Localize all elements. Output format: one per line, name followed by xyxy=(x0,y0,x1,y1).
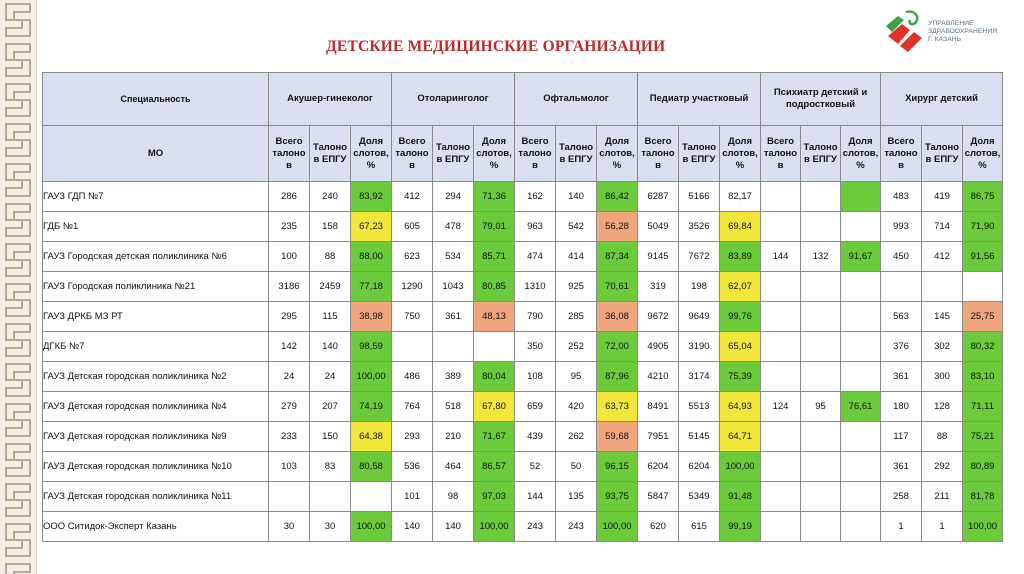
count-cell: 83 xyxy=(310,452,351,482)
count-cell: 350 xyxy=(515,332,556,362)
share-cell xyxy=(841,332,881,362)
count-cell: 292 xyxy=(922,452,963,482)
count-cell: 486 xyxy=(392,362,433,392)
count-cell xyxy=(761,302,801,332)
share-cell: 100,00 xyxy=(351,362,392,392)
count-cell: 623 xyxy=(392,242,433,272)
organization-name: ДГКБ №7 xyxy=(43,332,269,362)
organization-name: ГАУЗ ДРКБ МЗ РТ xyxy=(43,302,269,332)
department-logo xyxy=(880,6,1020,62)
count-cell: 135 xyxy=(556,482,597,512)
organization-name: ГАУЗ Детская городская поликлиника №2 xyxy=(43,362,269,392)
count-cell: 24 xyxy=(310,362,351,392)
count-cell: 300 xyxy=(922,362,963,392)
decorative-border xyxy=(0,0,37,574)
count-cell: 518 xyxy=(433,392,474,422)
count-cell: 925 xyxy=(556,272,597,302)
count-cell: 620 xyxy=(638,512,679,542)
share-cell: 86,42 xyxy=(597,182,638,212)
share-cell: 88,00 xyxy=(351,242,392,272)
count-cell: 376 xyxy=(881,332,922,362)
count-cell: 9145 xyxy=(638,242,679,272)
share-cell: 64,38 xyxy=(351,422,392,452)
count-cell xyxy=(433,332,474,362)
share-cell: 85,71 xyxy=(474,242,515,272)
share-cell: 80,32 xyxy=(963,332,1003,362)
count-cell: 3526 xyxy=(679,212,720,242)
organization-name: ГАУЗ Детская городская поликлиника №11 xyxy=(43,482,269,512)
count-cell xyxy=(801,422,841,452)
share-cell: 100,00 xyxy=(963,512,1003,542)
share-cell xyxy=(841,212,881,242)
count-cell: 5847 xyxy=(638,482,679,512)
organization-name: ГАУЗ Детская городская поликлиника №4 xyxy=(43,392,269,422)
share-cell: 64,71 xyxy=(720,422,761,452)
count-cell: 180 xyxy=(881,392,922,422)
table-row xyxy=(43,362,1003,392)
count-cell: 361 xyxy=(881,362,922,392)
count-cell: 536 xyxy=(392,452,433,482)
count-cell xyxy=(801,272,841,302)
count-cell: 750 xyxy=(392,302,433,332)
count-cell: 8491 xyxy=(638,392,679,422)
count-cell: 252 xyxy=(556,332,597,362)
count-cell: 3186 xyxy=(269,272,310,302)
subcolumn-header: Всего талоно в xyxy=(392,126,433,182)
count-cell: 262 xyxy=(556,422,597,452)
count-cell: 24 xyxy=(269,362,310,392)
count-cell: 474 xyxy=(515,242,556,272)
subcolumn-header: Талоно в ЕПГУ xyxy=(310,126,351,182)
count-cell xyxy=(801,212,841,242)
group-header: Отоларинголог xyxy=(392,73,515,126)
count-cell: 993 xyxy=(881,212,922,242)
share-cell: 93,75 xyxy=(597,482,638,512)
share-cell: 87,34 xyxy=(597,242,638,272)
count-cell: 412 xyxy=(392,182,433,212)
share-cell: 99,19 xyxy=(720,512,761,542)
count-cell: 414 xyxy=(556,242,597,272)
count-cell: 128 xyxy=(922,392,963,422)
count-cell: 144 xyxy=(761,242,801,272)
specialty-header: Специальность xyxy=(43,73,269,126)
share-cell: 65,04 xyxy=(720,332,761,362)
share-cell xyxy=(841,422,881,452)
count-cell: 30 xyxy=(269,512,310,542)
count-cell: 464 xyxy=(433,452,474,482)
count-cell: 243 xyxy=(556,512,597,542)
subcolumn-header: Доля слотов, % xyxy=(720,126,761,182)
count-cell: 210 xyxy=(433,422,474,452)
share-cell: 97,03 xyxy=(474,482,515,512)
count-cell: 150 xyxy=(310,422,351,452)
share-cell: 91,56 xyxy=(963,242,1003,272)
count-cell xyxy=(761,332,801,362)
count-cell: 103 xyxy=(269,452,310,482)
organization-name: ООО Ситидок-Эксперт Казань xyxy=(43,512,269,542)
subcolumn-header: Талоно в ЕПГУ xyxy=(556,126,597,182)
subcolumn-header: Талоно в ЕПГУ xyxy=(433,126,474,182)
share-cell: 67,80 xyxy=(474,392,515,422)
share-cell: 83,92 xyxy=(351,182,392,212)
organization-name: ГДБ №1 xyxy=(43,212,269,242)
count-cell xyxy=(922,272,963,302)
count-cell: 142 xyxy=(269,332,310,362)
subcolumn-header: Талоно в ЕПГУ xyxy=(679,126,720,182)
share-cell: 36,08 xyxy=(597,302,638,332)
share-cell: 86,75 xyxy=(963,182,1003,212)
table-row xyxy=(43,422,1003,452)
count-cell xyxy=(761,512,801,542)
count-cell: 140 xyxy=(556,182,597,212)
count-cell: 295 xyxy=(269,302,310,332)
share-cell: 79,01 xyxy=(474,212,515,242)
count-cell: 98 xyxy=(433,482,474,512)
count-cell: 52 xyxy=(515,452,556,482)
organization-name: ГАУЗ Городская поликлиника №21 xyxy=(43,272,269,302)
count-cell: 211 xyxy=(922,482,963,512)
count-cell: 764 xyxy=(392,392,433,422)
share-cell: 86,57 xyxy=(474,452,515,482)
count-cell: 235 xyxy=(269,212,310,242)
count-cell xyxy=(761,182,801,212)
count-cell: 7672 xyxy=(679,242,720,272)
page-title: ДЕТСКИЕ МЕДИЦИНСКИЕ ОРГАНИЗАЦИИ xyxy=(326,38,666,55)
share-cell: 99,76 xyxy=(720,302,761,332)
count-cell: 5513 xyxy=(679,392,720,422)
count-cell: 233 xyxy=(269,422,310,452)
subcolumn-header: Всего талоно в xyxy=(515,126,556,182)
share-cell: 56,28 xyxy=(597,212,638,242)
group-header: Хирург детский xyxy=(881,73,1003,126)
count-cell: 4210 xyxy=(638,362,679,392)
share-cell xyxy=(841,302,881,332)
count-cell: 140 xyxy=(392,512,433,542)
share-cell: 100,00 xyxy=(351,512,392,542)
count-cell: 534 xyxy=(433,242,474,272)
share-cell: 100,00 xyxy=(474,512,515,542)
share-cell: 71,11 xyxy=(963,392,1003,422)
share-cell: 82,17 xyxy=(720,182,761,212)
count-cell: 420 xyxy=(556,392,597,422)
subcolumn-header: Доля слотов, % xyxy=(963,126,1003,182)
count-cell: 5166 xyxy=(679,182,720,212)
share-cell xyxy=(841,512,881,542)
count-cell: 9649 xyxy=(679,302,720,332)
share-cell: 80,04 xyxy=(474,362,515,392)
count-cell: 279 xyxy=(269,392,310,422)
subcolumn-header: Доля слотов, % xyxy=(474,126,515,182)
count-cell: 478 xyxy=(433,212,474,242)
share-cell: 64,93 xyxy=(720,392,761,422)
logo-line-2: ЗДРАВООХРАНЕНИЯ xyxy=(928,28,998,35)
count-cell: 361 xyxy=(881,452,922,482)
count-cell: 2459 xyxy=(310,272,351,302)
organization-name: ГАУЗ Городская детская поликлиника №6 xyxy=(43,242,269,272)
share-cell: 69,84 xyxy=(720,212,761,242)
count-cell: 162 xyxy=(515,182,556,212)
count-cell: 5145 xyxy=(679,422,720,452)
count-cell: 293 xyxy=(392,422,433,452)
share-cell: 59,68 xyxy=(597,422,638,452)
count-cell: 5049 xyxy=(638,212,679,242)
organization-name: ГАУЗ Детская городская поликлиника №10 xyxy=(43,452,269,482)
count-cell: 1310 xyxy=(515,272,556,302)
count-cell: 483 xyxy=(881,182,922,212)
count-cell: 319 xyxy=(638,272,679,302)
organization-name: ГАУЗ ГДП №7 xyxy=(43,182,269,212)
count-cell xyxy=(801,482,841,512)
count-cell xyxy=(801,362,841,392)
count-cell: 542 xyxy=(556,212,597,242)
share-cell: 48,13 xyxy=(474,302,515,332)
count-cell: 361 xyxy=(433,302,474,332)
share-cell: 83,10 xyxy=(963,362,1003,392)
count-cell xyxy=(761,482,801,512)
share-cell: 98,59 xyxy=(351,332,392,362)
count-cell: 207 xyxy=(310,392,351,422)
table-row xyxy=(43,332,1003,362)
count-cell: 117 xyxy=(881,422,922,452)
count-cell xyxy=(761,272,801,302)
count-cell xyxy=(801,302,841,332)
table-row xyxy=(43,182,1003,212)
share-cell: 81,78 xyxy=(963,482,1003,512)
share-cell: 83,89 xyxy=(720,242,761,272)
count-cell: 132 xyxy=(801,242,841,272)
count-cell xyxy=(761,452,801,482)
share-cell xyxy=(841,452,881,482)
count-cell: 124 xyxy=(761,392,801,422)
count-cell xyxy=(310,482,351,512)
subcolumn-header: Всего талоно в xyxy=(761,126,801,182)
share-cell xyxy=(841,182,881,212)
table-row xyxy=(43,212,1003,242)
count-cell: 50 xyxy=(556,452,597,482)
count-cell: 258 xyxy=(881,482,922,512)
share-cell: 38,98 xyxy=(351,302,392,332)
share-cell: 63,73 xyxy=(597,392,638,422)
count-cell: 5349 xyxy=(679,482,720,512)
count-cell: 3190 xyxy=(679,332,720,362)
share-cell: 75,21 xyxy=(963,422,1003,452)
count-cell: 439 xyxy=(515,422,556,452)
count-cell: 108 xyxy=(515,362,556,392)
count-cell: 198 xyxy=(679,272,720,302)
count-cell xyxy=(269,482,310,512)
share-cell: 96,15 xyxy=(597,452,638,482)
share-cell xyxy=(351,482,392,512)
count-cell: 1043 xyxy=(433,272,474,302)
share-cell: 71,67 xyxy=(474,422,515,452)
share-cell: 76,61 xyxy=(841,392,881,422)
count-cell: 88 xyxy=(922,422,963,452)
share-cell: 71,36 xyxy=(474,182,515,212)
share-cell: 25,75 xyxy=(963,302,1003,332)
count-cell: 1 xyxy=(922,512,963,542)
count-cell: 790 xyxy=(515,302,556,332)
count-cell: 286 xyxy=(269,182,310,212)
subcolumn-header: Всего талоно в xyxy=(638,126,679,182)
count-cell: 294 xyxy=(433,182,474,212)
slots-table xyxy=(42,72,1003,542)
share-cell: 91,48 xyxy=(720,482,761,512)
mo-header: МО xyxy=(43,126,269,182)
count-cell: 302 xyxy=(922,332,963,362)
count-cell xyxy=(801,452,841,482)
count-cell: 6204 xyxy=(638,452,679,482)
count-cell xyxy=(801,182,841,212)
count-cell: 4905 xyxy=(638,332,679,362)
share-cell: 67,23 xyxy=(351,212,392,242)
subcolumn-header: Доля слотов, % xyxy=(597,126,638,182)
count-cell xyxy=(881,272,922,302)
count-cell: 659 xyxy=(515,392,556,422)
share-cell xyxy=(841,362,881,392)
count-cell: 145 xyxy=(922,302,963,332)
table-row xyxy=(43,452,1003,482)
logo-line-3: Г. КАЗАНЬ xyxy=(928,36,962,43)
share-cell: 80,58 xyxy=(351,452,392,482)
logo-line-1: УПРАВЛЕНИЕ xyxy=(928,20,974,27)
table-row xyxy=(43,242,1003,272)
count-cell: 88 xyxy=(310,242,351,272)
share-cell: 87,96 xyxy=(597,362,638,392)
count-cell: 95 xyxy=(801,392,841,422)
table-row xyxy=(43,482,1003,512)
count-cell: 615 xyxy=(679,512,720,542)
share-cell: 70,61 xyxy=(597,272,638,302)
count-cell: 285 xyxy=(556,302,597,332)
count-cell: 240 xyxy=(310,182,351,212)
count-cell: 115 xyxy=(310,302,351,332)
share-cell: 77,18 xyxy=(351,272,392,302)
count-cell: 7951 xyxy=(638,422,679,452)
count-cell: 6287 xyxy=(638,182,679,212)
count-cell: 6204 xyxy=(679,452,720,482)
count-cell: 3174 xyxy=(679,362,720,392)
count-cell: 140 xyxy=(433,512,474,542)
share-cell: 72,00 xyxy=(597,332,638,362)
share-cell xyxy=(474,332,515,362)
count-cell: 412 xyxy=(922,242,963,272)
count-cell: 9672 xyxy=(638,302,679,332)
count-cell: 714 xyxy=(922,212,963,242)
table-row xyxy=(43,512,1003,542)
share-cell: 100,00 xyxy=(720,452,761,482)
share-cell: 100,00 xyxy=(597,512,638,542)
count-cell: 389 xyxy=(433,362,474,392)
share-cell: 91,67 xyxy=(841,242,881,272)
group-header: Психиатр детский и подростковый xyxy=(761,73,881,126)
share-cell xyxy=(841,272,881,302)
share-cell xyxy=(963,272,1003,302)
subcolumn-header: Доля слотов, % xyxy=(351,126,392,182)
count-cell: 1 xyxy=(881,512,922,542)
count-cell: 243 xyxy=(515,512,556,542)
share-cell: 75,39 xyxy=(720,362,761,392)
count-cell: 144 xyxy=(515,482,556,512)
count-cell xyxy=(761,422,801,452)
count-cell xyxy=(761,212,801,242)
subcolumn-header: Талоно в ЕПГУ xyxy=(801,126,841,182)
count-cell: 450 xyxy=(881,242,922,272)
count-cell: 101 xyxy=(392,482,433,512)
table-row xyxy=(43,272,1003,302)
share-cell: 71,90 xyxy=(963,212,1003,242)
subcolumn-header: Доля слотов, % xyxy=(841,126,881,182)
count-cell: 140 xyxy=(310,332,351,362)
group-header: Акушер-гинеколог xyxy=(269,73,392,126)
logo-icon xyxy=(880,6,926,56)
count-cell: 419 xyxy=(922,182,963,212)
count-cell xyxy=(801,512,841,542)
count-cell xyxy=(801,332,841,362)
share-cell xyxy=(841,482,881,512)
subcolumn-header: Талоно в ЕПГУ xyxy=(922,126,963,182)
group-header: Офтальмолог xyxy=(515,73,638,126)
count-cell: 100 xyxy=(269,242,310,272)
count-cell: 30 xyxy=(310,512,351,542)
subcolumn-header: Всего талоно в xyxy=(269,126,310,182)
group-header: Педиатр участковый xyxy=(638,73,761,126)
count-cell: 158 xyxy=(310,212,351,242)
count-cell xyxy=(761,362,801,392)
count-cell: 563 xyxy=(881,302,922,332)
count-cell: 605 xyxy=(392,212,433,242)
table-row xyxy=(43,302,1003,332)
share-cell: 74,19 xyxy=(351,392,392,422)
table-row xyxy=(43,392,1003,422)
share-cell: 80,85 xyxy=(474,272,515,302)
count-cell: 1290 xyxy=(392,272,433,302)
subcolumn-header: Всего талоно в xyxy=(881,126,922,182)
count-cell xyxy=(392,332,433,362)
count-cell: 95 xyxy=(556,362,597,392)
count-cell: 963 xyxy=(515,212,556,242)
share-cell: 80,89 xyxy=(963,452,1003,482)
organization-name: ГАУЗ Детская городская поликлиника №9 xyxy=(43,422,269,452)
share-cell: 62,07 xyxy=(720,272,761,302)
